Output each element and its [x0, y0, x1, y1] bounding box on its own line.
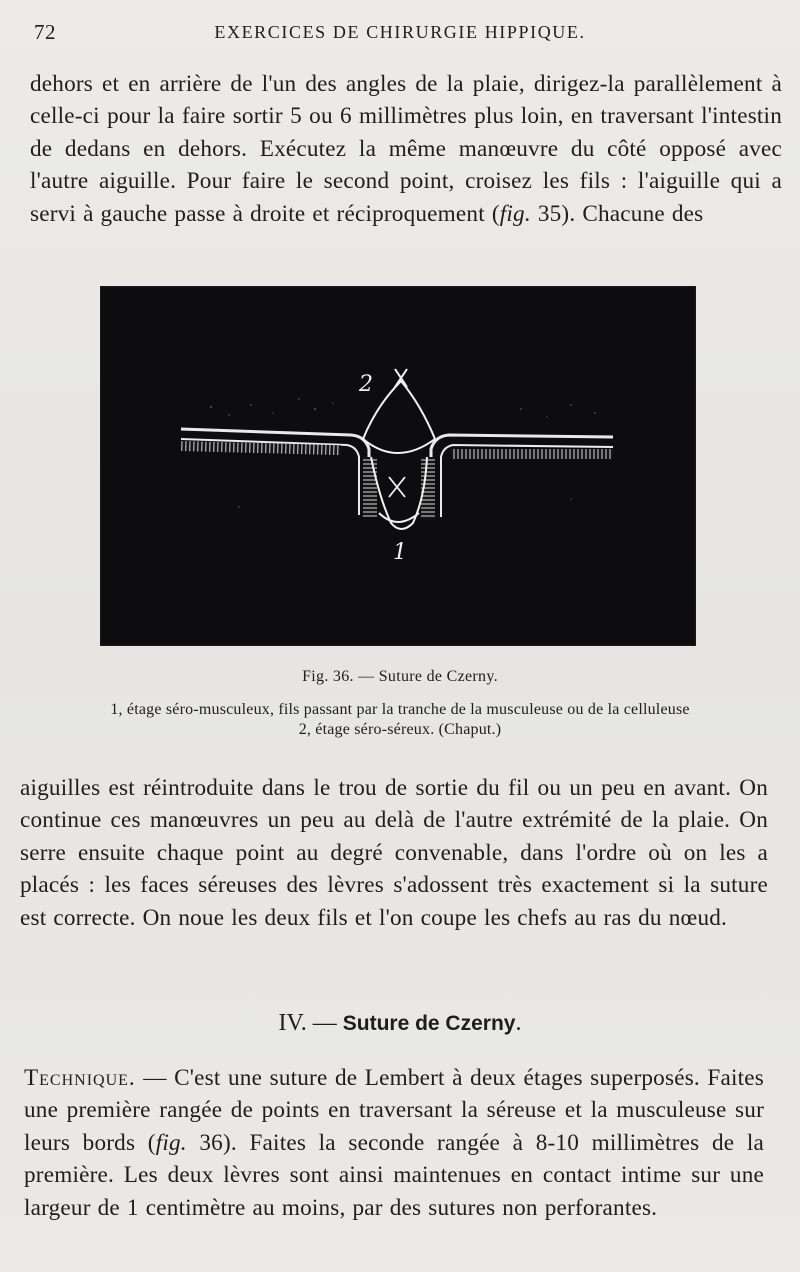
section-heading — [0, 1010, 800, 1037]
paragraph-2: aiguilles est réintroduite dans le trou de sortie du fil ou un peu en avant. On continue ces manœuvres un peu au delà de l'autre extrémité de la plaie. On serre ensuite chaque point au degré convenable, dans l'ordre où on les a placés : les faces séreuses des lèvres s'adossent très exactement si la suture est correcte. On noue les deux fils et l'on coupe les chefs au ras du nœud. — [20, 775, 768, 931]
paragraph-3 — [24, 1062, 764, 1224]
paragraph-1-fig-ref: fig. — [499, 200, 531, 227]
figure-36-illustration — [101, 287, 695, 645]
paragraph-3-text: — C'est une suture de Lembert à deux étages superposés. Faites une première rangée de points en traversant la séreuse et la musculeuse sur leurs bords ( — [24, 1065, 764, 1156]
paragraph-1-text-end: 35). Chacune des — [530, 200, 704, 227]
figure-caption-legend — [30, 700, 770, 740]
paragraph-3-fig-ref: fig. — [155, 1129, 187, 1156]
figure-caption-line-1: 1, étage séro-musculeux, fils passant par la tranche de la musculeuse ou de la celluleuse — [110, 701, 690, 718]
section-dash: — — [306, 1010, 343, 1036]
paragraph-1-text: dehors et en arrière de l'un des angles de la plaie, dirigez-la parallèlement à celle-ci pour la faire sortir 5 ou 6 millimètres plus loin, en traversant l'intestin de dedans en dehors. Exécutez la même manœuvre du côté opposé avec l'autre aiguille. Pour faire le second point, croisez les fils : l'aiguille qui a servi à gauche passe à droite et réciproquement ( — [30, 71, 782, 227]
running-head: EXERCICES DE CHIRURGIE HIPPIQUE. — [214, 22, 586, 42]
section-name: Suture de Czerny — [342, 1012, 516, 1035]
figure-caption-title: Fig. 36. — Suture de Czerny. — [302, 668, 498, 685]
suture-stage-1 — [371, 457, 427, 529]
section-number: IV. — [278, 1010, 307, 1036]
section-period: . — [515, 1010, 522, 1036]
left-intestinal-wall — [181, 429, 377, 517]
suture-diagram — [101, 287, 695, 645]
figure-caption-line-2: 2, étage séro-séreux. (Chaput.) — [298, 721, 502, 738]
figure-label-2: 2 — [359, 372, 373, 397]
paragraph-3-text-end: 36). Faites la seconde rangée à 8-10 millimètres de la première. Les deux lèvres sont ainsi maintenues en contact intime sur une largeur de 1 centimètre au moins, par des sutures non perforantes. — [24, 1129, 764, 1221]
paragraph-3-lead: Technique. — [24, 1065, 136, 1091]
page-number: 72 — [34, 20, 56, 44]
page-header — [30, 18, 770, 48]
suture-stage-2 — [363, 369, 435, 453]
figure-label-1: 1 — [393, 540, 407, 565]
right-intestinal-wall — [421, 435, 613, 519]
paragraph-1 — [30, 68, 782, 230]
